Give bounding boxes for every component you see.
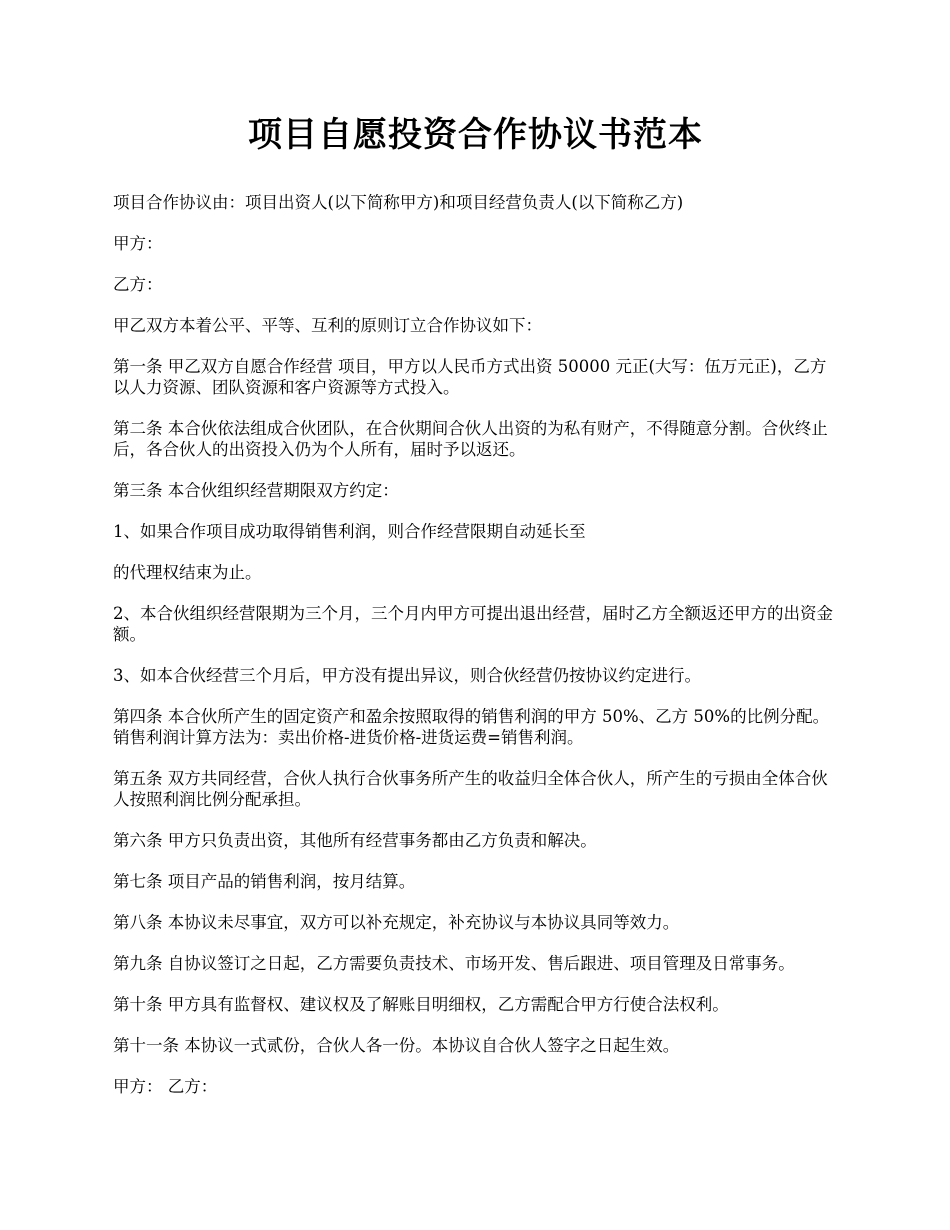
paragraph-article-6: 第六条 甲方只负责出资，其他所有经营事务都由乙方负责和解决。 xyxy=(113,831,597,850)
paragraph-clause-3-1-cont: 的代理权结束为止。 xyxy=(113,563,262,582)
paragraph-preamble: 甲乙双方本着公平、平等、互利的原则订立合作协议如下： xyxy=(113,316,542,335)
paragraph-clause-3-3: 3、如本合伙经营三个月后，甲方没有提出异议，则合伙经营仍按协议约定进行。 xyxy=(113,666,701,685)
paragraph-article-5: 第五条 双方共同经营，合伙人执行合伙事务所产生的收益归全体合伙人，所产生的亏损由全体合伙人按照利润比例分配承担。 xyxy=(113,769,828,809)
paragraph-party-b: 乙方： xyxy=(113,275,163,294)
paragraph-article-7: 第七条 项目产品的销售利润，按月结算。 xyxy=(113,872,416,891)
paragraph-article-11: 第十一条 本协议一式贰份，合伙人各一份。本协议自合伙人签字之日起生效。 xyxy=(113,1036,680,1055)
paragraph-article-10: 第十条 甲方具有监督权、建议权及了解账目明细权，乙方需配合甲方行使合法权利。 xyxy=(113,995,729,1014)
paragraph-party-a: 甲方： xyxy=(113,234,163,253)
paragraph-article-1: 第一条 甲乙双方自愿合作经营 项目，甲方以人民币方式出资 50000 元正(大写：伍万元正)，乙方以人力资源、团队资源和客户资源等方式投入。 xyxy=(113,357,827,397)
paragraph-clause-3-2: 2、本合伙组织经营限期为三个月，三个月内甲方可提出退出经营，届时乙方全额返还甲方的出资金额。 xyxy=(113,604,833,644)
document-title: 项目自愿投资合作协议书范本 xyxy=(248,115,703,155)
paragraph-article-9: 第九条 自协议签订之日起，乙方需要负责技术、市场开发、售后跟进、项目管理及日常事务。 xyxy=(113,954,795,973)
paragraph-article-8: 第八条 本协议未尽事宜，双方可以补充规定，补充协议与本协议具同等效力。 xyxy=(113,913,680,932)
paragraph-article-3: 第三条 本合伙组织经营期限双方约定： xyxy=(113,481,399,500)
paragraph-clause-3-1: 1、如果合作项目成功取得销售利润，则合作经营限期自动延长至 xyxy=(113,522,586,541)
paragraph-article-2: 第二条 本合伙依法组成合伙团队，在合伙期间合伙人出资的为私有财产，不得随意分割。合伙终止后，各合伙人的出资投入仍为个人所有，届时予以返还。 xyxy=(113,419,828,459)
paragraph-article-4: 第四条 本合伙所产生的固定资产和盈余按照取得的销售利润的甲方 50%、乙方 50%的比例分配。销售利润计算方法为：卖出价格-进货价格-进货运费=销售利润。 xyxy=(113,707,830,747)
paragraph-signatures: 甲方： 乙方： xyxy=(113,1077,218,1096)
paragraph-intro: 项目合作协议由：项目出资人(以下简称甲方)和项目经营负责人(以下简称乙方) xyxy=(113,193,684,212)
